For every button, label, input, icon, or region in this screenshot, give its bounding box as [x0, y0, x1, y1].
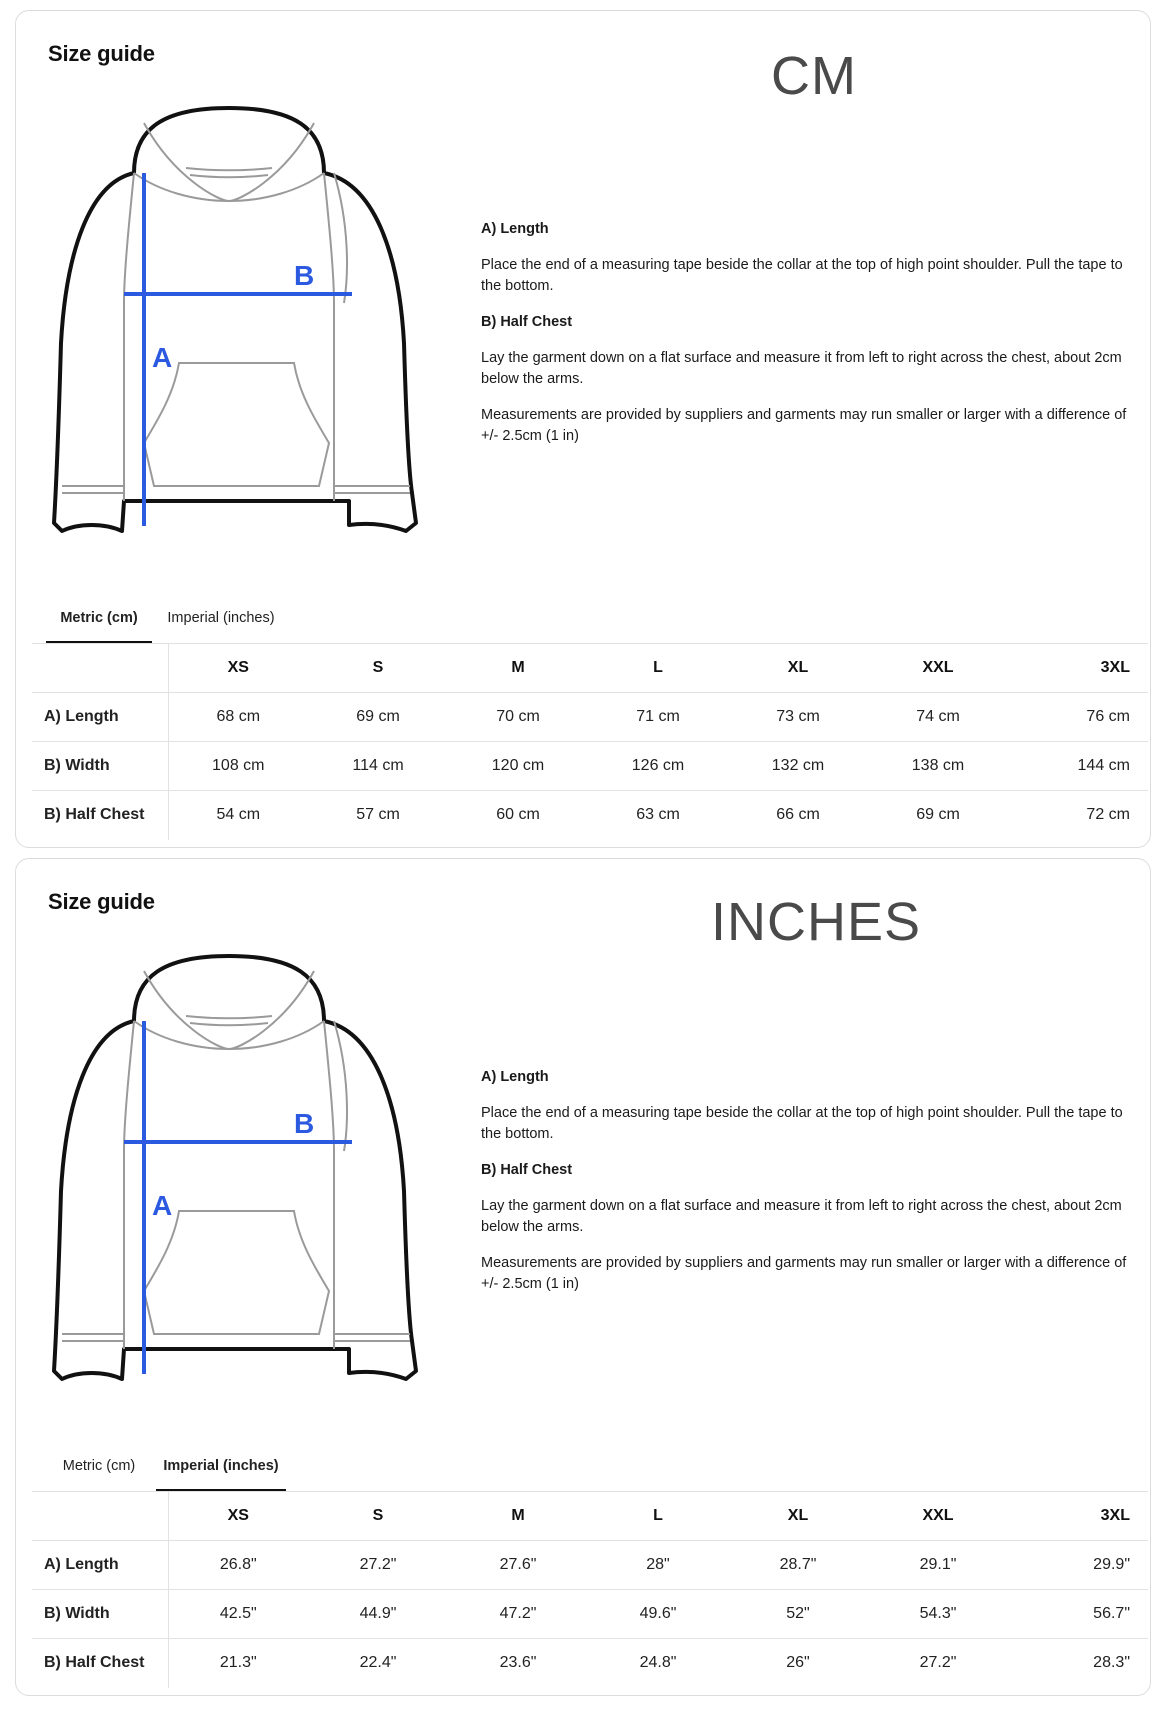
table-cell: 63 cm — [588, 791, 728, 840]
tab-metric[interactable]: Metric (cm) — [46, 596, 152, 644]
size-header-row — [32, 1492, 1148, 1541]
table-cell: 57 cm — [308, 791, 448, 840]
table-cell: 114 cm — [308, 742, 448, 791]
half-chest-heading: B) Half Chest — [481, 1162, 573, 1178]
table-cell: 27.6" — [448, 1541, 588, 1590]
length-instructions: Place the end of a measuring tape beside the collar at the top of high point shoulder. Pull the tape to the bottom. — [481, 257, 1123, 294]
size-header: XL — [728, 644, 868, 693]
size-header: L — [588, 644, 728, 693]
table-cell: 73 cm — [728, 693, 868, 742]
tab-metric[interactable]: Metric (cm) — [62, 1458, 136, 1474]
length-instructions: Place the end of a measuring tape beside the collar at the top of high point shoulder. Pull the tape to the bottom. — [481, 1105, 1123, 1142]
table-cell: 132 cm — [728, 742, 868, 791]
unit-tabs — [46, 1444, 1146, 1492]
table-row — [32, 693, 1148, 742]
table-cell: 28.7" — [728, 1541, 868, 1590]
card-title: Size guide — [48, 889, 155, 914]
measurement-note: Measurements are provided by suppliers and garments may run smaller or larger with a difference of +/- 2.5cm (1 in) — [481, 407, 1127, 444]
size-table — [32, 643, 1148, 840]
size-header: XS — [168, 1492, 308, 1541]
table-cell: 49.6" — [588, 1590, 728, 1639]
label-a: A — [152, 1190, 173, 1221]
row-label: B) Width — [32, 1590, 168, 1639]
row-label: B) Width — [32, 742, 168, 791]
hoodie-outline — [54, 956, 416, 1379]
table-cell: 108 cm — [168, 742, 308, 791]
row-label: A) Length — [32, 1541, 168, 1590]
label-b: B — [294, 260, 315, 291]
size-guide-card-inches — [15, 858, 1151, 1696]
table-cell: 24.8" — [588, 1639, 728, 1688]
card-title: Size guide — [48, 41, 155, 66]
measurement-instructions — [481, 219, 1136, 462]
table-cell: 42.5" — [168, 1590, 308, 1639]
size-header: M — [448, 1492, 588, 1541]
table-cell: 126 cm — [588, 742, 728, 791]
table-cell: 72 cm — [1008, 791, 1148, 840]
table-cell: 52" — [728, 1590, 868, 1639]
half-chest-heading: B) Half Chest — [481, 314, 573, 330]
hoodie-diagram — [44, 951, 444, 1431]
table-cell: 28.3" — [1008, 1639, 1148, 1688]
half-chest-instructions: Lay the garment down on a flat surface and measure it from left to right across the chest, about 2cm below the arms. — [481, 350, 1122, 387]
size-header: 3XL — [1008, 1492, 1148, 1541]
table-cell: 60 cm — [448, 791, 588, 840]
size-header: XXL — [868, 644, 1008, 693]
table-cell: 74 cm — [868, 693, 1008, 742]
hoodie-diagram — [44, 103, 444, 583]
length-heading: A) Length — [481, 221, 549, 237]
size-header: S — [308, 644, 448, 693]
table-cell: 27.2" — [308, 1541, 448, 1590]
table-row — [32, 1639, 1148, 1688]
table-cell: 120 cm — [448, 742, 588, 791]
size-table — [32, 1491, 1148, 1688]
length-heading: A) Length — [481, 1069, 549, 1085]
table-cell: 21.3" — [168, 1639, 308, 1688]
row-label: B) Half Chest — [32, 791, 168, 840]
table-cell: 29.1" — [868, 1541, 1008, 1590]
table-row — [32, 1590, 1148, 1639]
table-cell: 54 cm — [168, 791, 308, 840]
table-cell: 26" — [728, 1639, 868, 1688]
table-cell: 47.2" — [448, 1590, 588, 1639]
table-cell: 138 cm — [868, 742, 1008, 791]
table-cell: 70 cm — [448, 693, 588, 742]
tab-imperial[interactable]: Imperial (inches) — [167, 610, 275, 626]
row-label: B) Half Chest — [32, 1639, 168, 1688]
table-cell: 68 cm — [168, 693, 308, 742]
table-row — [32, 1541, 1148, 1590]
tab-imperial[interactable]: Imperial (inches) — [156, 1444, 286, 1492]
table-cell: 69 cm — [308, 693, 448, 742]
size-header: XL — [728, 1492, 868, 1541]
size-header: XS — [168, 644, 308, 693]
table-cell: 144 cm — [1008, 742, 1148, 791]
label-b: B — [294, 1108, 315, 1139]
size-header: 3XL — [1008, 644, 1148, 693]
table-row — [32, 791, 1148, 840]
size-header-row — [32, 644, 1148, 693]
table-cell: 71 cm — [588, 693, 728, 742]
table-cell: 66 cm — [728, 791, 868, 840]
unit-heading: INCHES — [711, 892, 922, 952]
table-cell: 56.7" — [1008, 1590, 1148, 1639]
measurement-note: Measurements are provided by suppliers and garments may run smaller or larger with a difference of +/- 2.5cm (1 in) — [481, 1255, 1127, 1292]
size-header: XXL — [868, 1492, 1008, 1541]
table-cell: 27.2" — [868, 1639, 1008, 1688]
table-row — [32, 742, 1148, 791]
table-cell: 29.9" — [1008, 1541, 1148, 1590]
table-cell: 23.6" — [448, 1639, 588, 1688]
table-cell: 54.3" — [868, 1590, 1008, 1639]
table-cell: 44.9" — [308, 1590, 448, 1639]
table-cell: 22.4" — [308, 1639, 448, 1688]
size-header: M — [448, 644, 588, 693]
table-cell: 76 cm — [1008, 693, 1148, 742]
label-a: A — [152, 342, 173, 373]
unit-tabs — [46, 596, 1146, 644]
size-guide-card-cm — [15, 10, 1151, 848]
size-header: L — [588, 1492, 728, 1541]
measurement-instructions — [481, 1067, 1136, 1310]
table-cell: 28" — [588, 1541, 728, 1590]
hoodie-outline — [54, 108, 416, 531]
half-chest-instructions: Lay the garment down on a flat surface and measure it from left to right across the chest, about 2cm below the arms. — [481, 1198, 1122, 1235]
size-header: S — [308, 1492, 448, 1541]
row-label: A) Length — [32, 693, 168, 742]
unit-heading: CM — [771, 46, 857, 106]
table-cell: 69 cm — [868, 791, 1008, 840]
table-cell: 26.8" — [168, 1541, 308, 1590]
